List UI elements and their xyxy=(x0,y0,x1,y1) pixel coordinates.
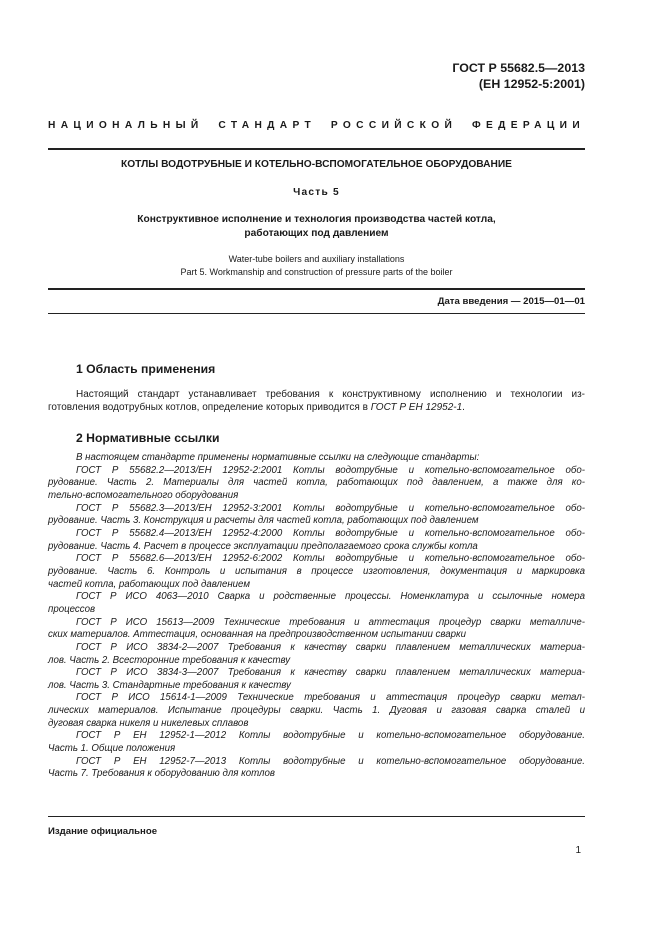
english-title-line: Part 5. Workmanship and construction of pressure parts of the boiler xyxy=(180,266,453,277)
section-2-heading: 2 Нормативные ссылки xyxy=(76,431,220,445)
bottom-title-divider xyxy=(48,288,585,290)
reference-line: рудование. Часть 4. Расчет в процессе эксплуатации предполагаемого срока службы котла xyxy=(48,540,478,552)
reference-line: лов. Часть 2. Всесторонние требования к качеству xyxy=(48,654,291,666)
reference-line: тельно-вспомогательного оборудования xyxy=(48,489,239,501)
reference-line: частей котла, работающих под давлением xyxy=(48,578,250,590)
footer-divider xyxy=(48,816,585,817)
date-divider xyxy=(48,313,585,314)
english-title xyxy=(48,253,585,278)
part-label: Часть 5 xyxy=(293,187,340,198)
reference-line: ГОСТ Р 55682.4—2013/ЕН 12952-4:2000 Котлы водотрубные и котельно-вспомогательное обо- xyxy=(76,527,585,539)
part-title-line: Конструктивное исполнение и технология производства частей котла, xyxy=(137,214,496,225)
reference-gost-r-en-12952-1: ГОСТ Р ЕН 12952-1 xyxy=(370,402,463,414)
reference-line: ГОСТ Р ЕН 12952-1—2012 Котлы водотрубные и котельно-вспомогательное оборудование. xyxy=(76,730,585,742)
reference-line: ГОСТ Р 55682.2—2013/ЕН 12952-2:2001 Котлы водотрубные и котельно-вспомогательное обо- xyxy=(76,464,585,476)
reference-line: ГОСТ Р 55682.6—2013/ЕН 12952-6:2002 Котлы водотрубные и котельно-вспомогательное обо- xyxy=(76,553,585,565)
document-number: ГОСТ Р 55682.5—2013 xyxy=(452,61,585,75)
top-divider xyxy=(48,148,585,150)
document-equivalent: (ЕН 12952-5:2001) xyxy=(478,77,585,91)
reference-line: рудование. Часть 2. Материалы для частей котла, работающих под давлением, а также для ко- xyxy=(48,477,585,489)
text-run: готовления водотрубных котлов, определение которых приводится в xyxy=(48,402,371,414)
reference-line: ГОСТ Р 55682.3—2013/ЕН 12952-3:2001 Котлы водотрубные и котельно-вспомогательное обо- xyxy=(76,502,585,514)
section-1-heading: 1 Область применения xyxy=(76,362,216,376)
text-run: . xyxy=(462,402,465,414)
section-1-body xyxy=(48,388,585,414)
reference-line: В настоящем стандарте применены нормативные ссылки на следующие стандарты: xyxy=(76,452,480,463)
document-number-block xyxy=(452,60,585,92)
reference-line: ГОСТ Р ЕН 12952-7—2013 Котлы водотрубные и котельно-вспомогательное оборудование. xyxy=(76,755,585,767)
reference-line: ских материалов. Аттестация, основанная на предпроизводственном испытании сварки xyxy=(48,629,466,641)
reference-line: ГОСТ Р ИСО 3834-3—2007 Требования к качеству сварки плавлением металлических материа- xyxy=(76,667,585,679)
reference-line: процессов xyxy=(48,603,96,615)
national-standard-heading: НАЦИОНАЛЬНЫЙ СТАНДАРТ РОССИЙСКОЙ ФЕДЕРАЦИИ xyxy=(48,120,585,131)
reference-line: дуговая сварка никеля и никелевых сплавов xyxy=(48,717,249,729)
normative-references-list xyxy=(48,452,585,781)
official-edition-label: Издание официальное xyxy=(48,826,158,837)
reference-line: ГОСТ Р ИСО 15614-1—2009 Технические требования и аттестация процедур сварки метал- xyxy=(76,692,585,704)
reference-line: ГОСТ Р ИСО 3834-2—2007 Требования к качеству сварки плавлением металлических материа- xyxy=(76,641,585,653)
part-title xyxy=(48,213,585,240)
reference-line: лических материалов. Испытание процедуры сварки. Часть 1. Дуговая и газовая сварка сталей и xyxy=(48,705,585,717)
reference-line: рудование. Часть 3. Конструкция и расчеты для частей котла, работающих под давлением xyxy=(48,515,479,527)
page-number: 1 xyxy=(575,845,581,856)
reference-line: лов. Часть 3. Стандартные требования к качеству xyxy=(48,679,291,691)
introduction-date: Дата введения — 2015—01—01 xyxy=(437,296,585,307)
reference-line: Часть 7. Требования к оборудованию для котлов xyxy=(48,768,275,780)
standard-title: КОТЛЫ ВОДОТРУБНЫЕ И КОТЕЛЬНО-ВСПОМОГАТЕЛЬНОЕ ОБОРУДОВАНИЕ xyxy=(121,159,512,170)
reference-line: рудование. Часть 6. Контроль и испытания в процессе изготовления, документация и маркировка xyxy=(48,565,585,577)
part-title-line: работающих под давлением xyxy=(244,227,389,239)
reference-line: ГОСТ Р ИСО 15613—2009 Технические требования и аттестация процедур сварки металличе- xyxy=(76,616,585,628)
reference-line: ГОСТ Р ИСО 4063—2010 Сварка и родственные процессы. Номенклатура и ссылочные номера xyxy=(76,591,585,603)
english-title-line: Water-tube boilers and auxiliary installations xyxy=(228,254,405,264)
paragraph-line xyxy=(48,401,585,414)
paragraph-line: Настоящий стандарт устанавливает требования к конструктивному исполнению и технологии из- xyxy=(76,389,585,400)
reference-line: Часть 1. Общие положения xyxy=(48,743,176,755)
